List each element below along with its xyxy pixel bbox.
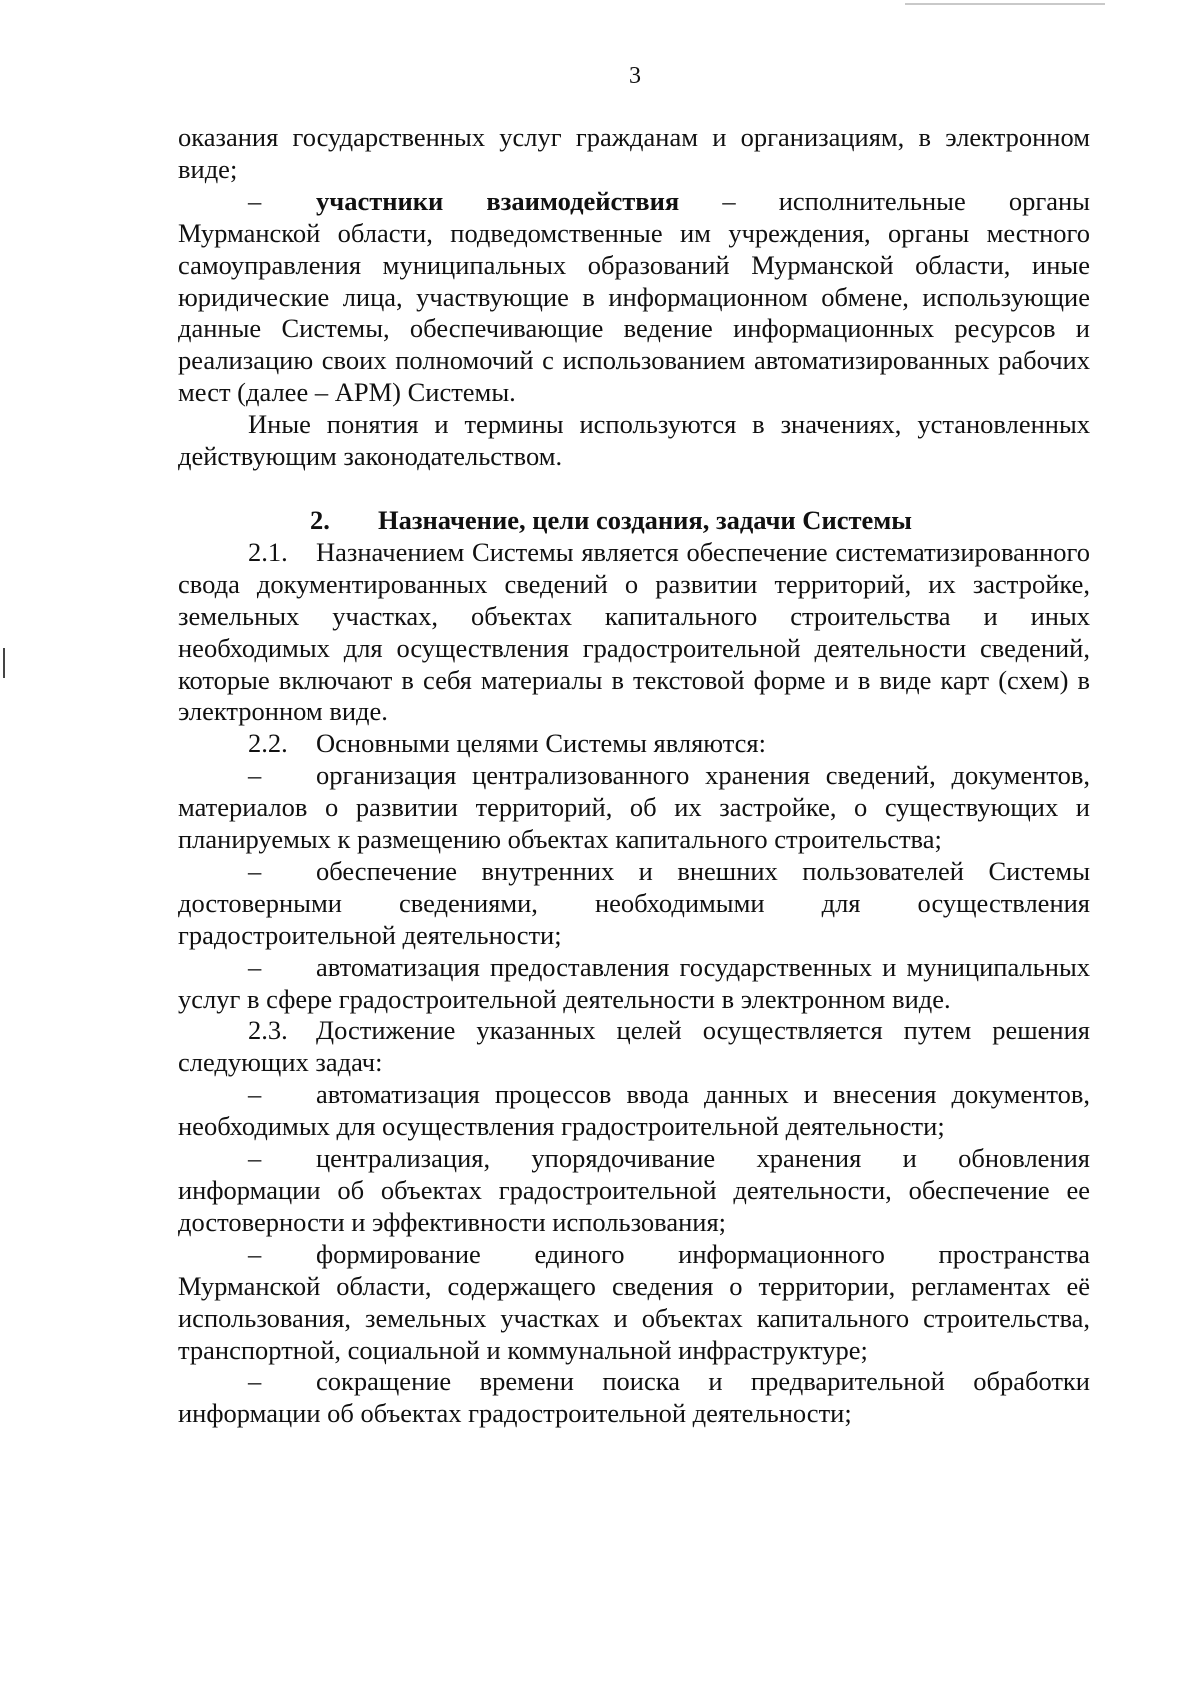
scan-artifact-line	[905, 3, 1105, 5]
list-item	[178, 760, 1090, 856]
paragraph-continuation: оказания государственных услуг гражданам и организациям, в электронном виде;	[178, 122, 1090, 184]
list-item	[178, 952, 1090, 1016]
clause-2-1	[178, 537, 1090, 728]
list-dash: –	[248, 185, 262, 216]
list-dash: –	[248, 1238, 262, 1269]
list-dash: –	[248, 1366, 262, 1397]
list-item-text: автоматизация предоставления государственных и муниципальных услуг в сфере градостроительной деятельности в электронном виде.	[178, 951, 1090, 1014]
page-number: 3	[629, 63, 641, 89]
clause-number: 2.1.	[248, 536, 288, 567]
clause-text: Назначением Системы является обеспечение систематизированного свода документированных сведений о развитии территорий, их застройке, земельных участках, объектах капитального строительства и иных необходимых для осуществления градостроительной деятельности сведений, которые включают в себя материалы в текстовой форме и в виде карт (схем) в электронном виде.	[178, 536, 1090, 727]
clause-2-2	[178, 728, 1090, 760]
list-item	[178, 1239, 1090, 1367]
list-item-text: организация централизованного хранения сведений, документов, материалов о развитии территорий, об их застройке, о существующих и планируемых к размещению объектах капитального строительства;	[178, 760, 1090, 855]
document-body	[178, 122, 1090, 1430]
clause-number: 2.3.	[248, 1015, 288, 1046]
list-dash: –	[248, 951, 262, 982]
list-dash: –	[248, 855, 262, 886]
list-item-text: формирование единого информационного пространства Мурманской области, содержащего сведения о территории, регламентах её использования, земельных участках и объектах капитального строительства, транспортной, социальной и коммунальной инфраструктуре;	[178, 1238, 1090, 1365]
definition-paragraph	[178, 186, 1090, 409]
section-spacer	[178, 473, 1090, 505]
definition-text: – исполнительные органы Мурманской области, подведомственные им учреждения, органы местного самоуправления муниципальных образований Мурманской области, иные юридические лица, участвующие в информационном обмене, использующие данные Системы, обеспечивающие ведение информационных ресурсов и реализацию своих полномочий с использованием автоматизированных рабочих мест (далее – АРМ) Системы.	[178, 185, 1090, 408]
list-item-text: обеспечение внутренних и внешних пользователей Системы достоверными сведениями, необходимыми для осуществления градостроительной деятельности;	[178, 855, 1090, 950]
section-number: 2.	[310, 504, 330, 535]
list-dash: –	[248, 760, 262, 791]
clause-number: 2.2.	[248, 728, 288, 759]
list-dash: –	[248, 1143, 262, 1174]
list-item	[178, 1143, 1090, 1239]
list-item-text: автоматизация процессов ввода данных и внесения документов, необходимых для осуществления градостроительной деятельности;	[178, 1079, 1090, 1142]
list-item	[178, 1079, 1090, 1143]
terms-paragraph: Иные понятия и термины используются в значениях, установленных действующим законодательством.	[178, 409, 1090, 472]
list-item-text: сокращение времени поиска и предварительной обработки информации об объектах градостроительной деятельности;	[178, 1366, 1090, 1429]
section-heading	[178, 505, 1090, 537]
clause-2-3	[178, 1015, 1090, 1079]
clause-text: Достижение указанных целей осуществляется путем решения следующих задач:	[178, 1015, 1090, 1078]
clause-text: Основными целями Системы являются:	[316, 728, 766, 759]
section-title: Назначение, цели создания, задачи Системы	[378, 504, 912, 535]
list-item	[178, 856, 1090, 952]
list-item-text: централизация, упорядочивание хранения и обновления информации об объектах градостроительной деятельности, обеспечение ее достоверности и эффективности использования;	[178, 1143, 1090, 1237]
list-dash: –	[248, 1079, 262, 1110]
defined-term: участники взаимодействия	[316, 185, 680, 216]
list-item	[178, 1366, 1090, 1430]
scan-artifact-mark	[3, 648, 5, 678]
